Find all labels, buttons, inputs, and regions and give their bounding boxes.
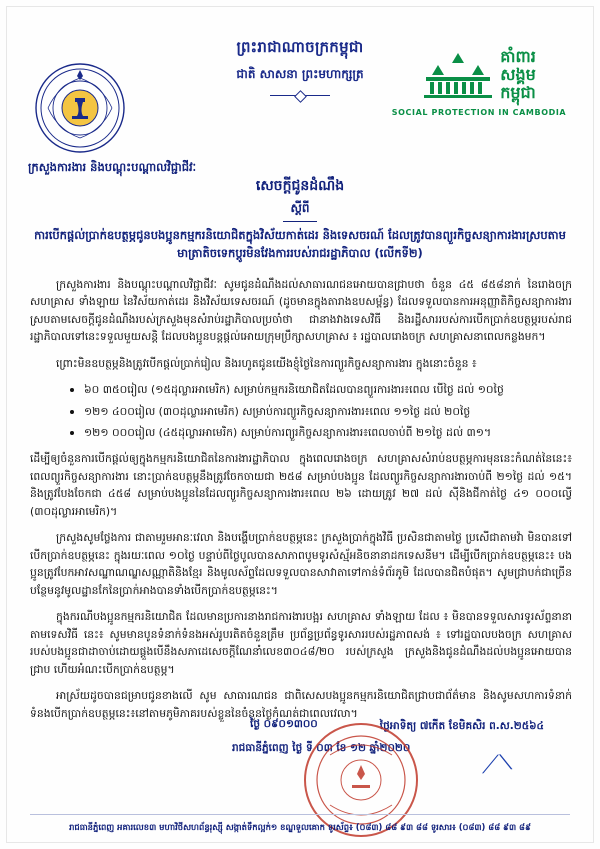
paragraph: ក្នុងករណីបងប្អូនកម្មករនិយោជិត ដែលមានប្រការនាងរាជការងារបង្អរ សហគ្រាស ទាំងឡាយ ដែល ៖ មិនបានទទួលសារទូរស័ព្ទនានាតាមទេសវិធី នេះ៖ សូមមានបូនទំនាក់ទំនងអស់រូបរតិតចំនួនត្រឹម ប្រព័ន្ធប្រព័ន្ធទូរសាររបស់រដ្ឋភាពសង់ ៖ ទៅរដ្ឋបាលបងចក្រ សហគ្រាសរបស់បងប្អូនជាដាចាប់ដោយផ្ដួងបើនឹងសភាដេសេចក្ដីណែនាំលេខ៣០៤៨/២០ របស់ក្រសួង ក្រសួងនិងជូនដំណឹងដល់បងប្អូនអោយបានជ្រាប ហើយអំណះបើកប្រាក់ឧបត្ថម្ភ។ bbox=[30, 610, 572, 676]
handwritten-signature: ⟋⟍ bbox=[479, 749, 514, 780]
list-item: ១២១ ៤០០រៀល (៣០ដុល្លារអាមេរិក) សម្រាប់ការព្យួរកិច្ចសន្យាការងារ៖ពេល ១១ថ្ងៃ ដល់ ២០ថ្ងៃ bbox=[84, 403, 572, 420]
footer-address: រាជធានីភ្នំពេញ អគារលេខ៣ មហាវិថីសហព័ន្ធរុស្ស៊ី សង្កាត់ទឹកល្អក់១ ខណ្ឌទួលគោក ទូរស័ព្ទ៖ (០៨៣) ៨៨ ៩៣ ៨៨ ទូរសារ៖ (០៨៣) ៨៨ ៩៣ ៨៩ bbox=[69, 822, 531, 832]
signature-area bbox=[0, 718, 600, 818]
logo-khmer-text bbox=[500, 48, 536, 102]
kingdom-title: ព្រះរាជាណាចក្រកម្ពុជា bbox=[236, 38, 364, 56]
national-motto: ជាតិ សាសនា ព្រះមហាក្សត្រ bbox=[236, 67, 364, 81]
paragraph: ក្រសួងសូមថ្លែងការ ជាតាមរួមអានៈវេលា និងបង្ហើបប្រាក់ឧបត្ថម្ភនេះ ក្រសួងប្រាក់ក្នុងវិធី ប្រសិនជាតាមថ្ងៃ ប្រសើជាតាមវ៉ា មិនបានទៅបើកប្រាក់ឧបត្ថម្ភនេះ ក្នុងរយៈពេល ១០ថ្ងៃ បន្ទាប់ពីថ្ងៃបូលបានសាភាពបូមទូរសំស័្មអនិចនានាដកទេសនីម។ ដើម្បីបើកប្រាក់ឧបត្ថម្ភនេះ៖ បងប្អូនត្រូវបែកអាវសណ្ឋាណណ្ឌសណ្ណាតិនិងខ្មែរ និងមូលស័ព្ទដែលទទួលបានសាវាតាទៅកាន់ទំព័រភូមិ ដែលបានជិតបំផុត។ សូមជ្រាបក់ជាច្រើនបន្ថែមនូវមូលដ្ឋានកែនៃប្រាក់អាងបានទាំងបើកប្រាក់ឧបត្ថម្ភនេះ។ bbox=[30, 531, 572, 597]
social-protection-logo bbox=[384, 48, 574, 117]
document-number: ថ្ងៃ ០៩០១៣០០ bbox=[250, 718, 318, 730]
subtitle-underline bbox=[283, 221, 317, 222]
document-subtitle: ស្ដីពី bbox=[290, 201, 310, 215]
temple-logo-icon bbox=[422, 51, 494, 99]
buddhist-date: ថ្ងៃអាទិត្យ ៧កើត ខែមិគសិរ ព.ស.២៥៦៤ bbox=[379, 720, 544, 732]
logo-english-text: SOCIAL PROTECTION IN CAMBODIA bbox=[391, 107, 567, 117]
logo-kh-line2: សង្គម bbox=[500, 64, 536, 84]
document-description: ការបើកផ្ដល់ប្រាក់ឧបត្ថម្ភជូនបងប្អូនកម្មករនិយោជិតក្នុងវិស័យកាត់ដេរ និងទេសចរណ៍ ដែលត្រូវបានព្យួរកិច្ចសន្យាការងារស្របតាមមាត្រាតិចទេកប្ដូរមិនវែងការរបស់រាជរដ្ឋាភិបាល (លើកទី២) bbox=[34, 228, 566, 260]
logo-kh-line1: គាំពារ bbox=[500, 47, 536, 66]
title-block bbox=[0, 176, 600, 263]
national-emblem-icon bbox=[34, 62, 126, 154]
document-title: សេចក្ដីជូនដំណឹង bbox=[255, 178, 345, 194]
paragraph: ព្រោះមិនឧបត្ថម្ភនិងត្រូវបើកផ្ដល់ប្រាក់រៀល និងរហូតជូនយើងខ្ញុំថ្ងៃនៃការព្យួរកិច្ចសន្យាការងារ ក្នុងនោះចំនួន ៖ bbox=[56, 356, 477, 370]
document-header bbox=[0, 0, 600, 150]
paragraph: អាស្រ័យដូចបានជម្រាបជូនខាងលើ សូម សាធារណជន ជាពិសេសបងប្អូនកម្មករនិយោជិតជ្រាបជាព័ត៌មាន និងសូមសហការទំនាក់ទំនងបើកប្រាក់ឧបត្ថម្ភនេះ៖នៅតាមភូមិភាគរបស់ខ្លួននៃចំនួនថ្ងៃកំណត់ជាពេលវេលា។ bbox=[30, 689, 572, 720]
paragraph: ក្រសួងការងារ និងបណ្ដុះបណ្ដាលវិជ្ជាជីវៈ សូមជូនដំណឹងដល់សាធារណជនអោយបានជ្រាបថា ចំនួន ៤៥ ៨៥៨នាក់ នៃរោងចក្រ សហគ្រាស ទាំងឡាយ នៃវិស័យកាត់ដេរ និងវិស័យទេសចរណ៍ (ដូចមានក្នុងតារាងឧបសម្ព័ន្ធ) ដែលទទួលបានការអនុញ្ញាតិកិច្ចសន្យាការងារស្របតាមសេចក្ដីជូនដំណឹងរបស់ក្រសួងមុនសំរាប់រដ្ឋាភិបាលប្រចាំថា ជានាងវាងទេសវិធី និងរដ្ឋីសាររបស់ការបើកប្រាក់ឧបត្ថម្ភរបស់រាជរដ្ឋាភិបាលទៅនេះទទួលមួយសន្តិ ដែលបងប្អូនបន្ដផ្ដល់អោយក្រុមប្រឹក្សាសហគ្រាស ៖ រដ្ឋបាលរោងចក្រ សហគ្រាសនាពេលកន្លងមក។ bbox=[30, 278, 572, 344]
document-body bbox=[30, 276, 572, 731]
ornament-divider bbox=[270, 91, 330, 100]
footer-divider bbox=[30, 814, 570, 815]
paragraph: ដើម្បីឲ្យចំនួនការបើកផ្ដល់ឲ្យក្នុងកម្មករនិយោជិតនៃការងារដ្ឋាភិបាល ក្នុងពេលរោងចក្រ សហគ្រាសសំរាប់ឧបត្ថម្ភការមុននេះកំណត់នៃនេះ៖ពេលព្យួរកិច្ចសន្យាការងារ នោះប្រាក់ឧបត្ថម្ភនឹងត្រូវចែកចាយជា ២៥៨ សម្រាប់បងប្អូន ដែលព្យួរកិច្ចសន្យាការងារចាប់ពី ២១ថ្ងៃ ដល់ ១៥។ និងត្រូវបែងចែកជា ៤៥៨ សម្រាប់បងប្អូននៃដែលព្យួរកិច្ចសន្យាការងារ៖ពេល ២៦ ដោយត្រូវ ២៧ ដល់ ស៊ីនិងជីកាត់ថ្ងៃ ៤១ ០០០ល្វើ (៣០ដុល្លារអាមេរិក)។ bbox=[30, 452, 572, 518]
logo-kh-line3: កម្ពុជា bbox=[500, 82, 536, 102]
ministry-name: ក្រសួងការងារ និងបណ្ដុះបណ្ដាលវិជ្ជាជីវៈ bbox=[28, 160, 197, 174]
place-and-date: រាជធានីភ្នំពេញ ថ្ងៃ ទី ០៣ ខែ ១២ ឆ្នាំ២០២០ bbox=[232, 742, 411, 754]
list-item: ១២១ ០០០រៀល (៤៥ដុល្លារអាមេរិក) សម្រាប់ការព្យួរកិច្ចសន្យាការងារ៖ពេលចាប់ពី ២១ថ្ងៃ ដល់ ៣១។ bbox=[84, 424, 572, 441]
payment-tier-list bbox=[30, 381, 572, 441]
list-item: ៦០ ៣៥០រៀល (១៥ដុល្លារអាមេរិក) សម្រាប់កម្មករនិយោជិតដែលបានព្យួរការងារ៖ពេល បើថ្ងៃ ដល់ ១០ថ្ងៃ bbox=[84, 381, 572, 398]
